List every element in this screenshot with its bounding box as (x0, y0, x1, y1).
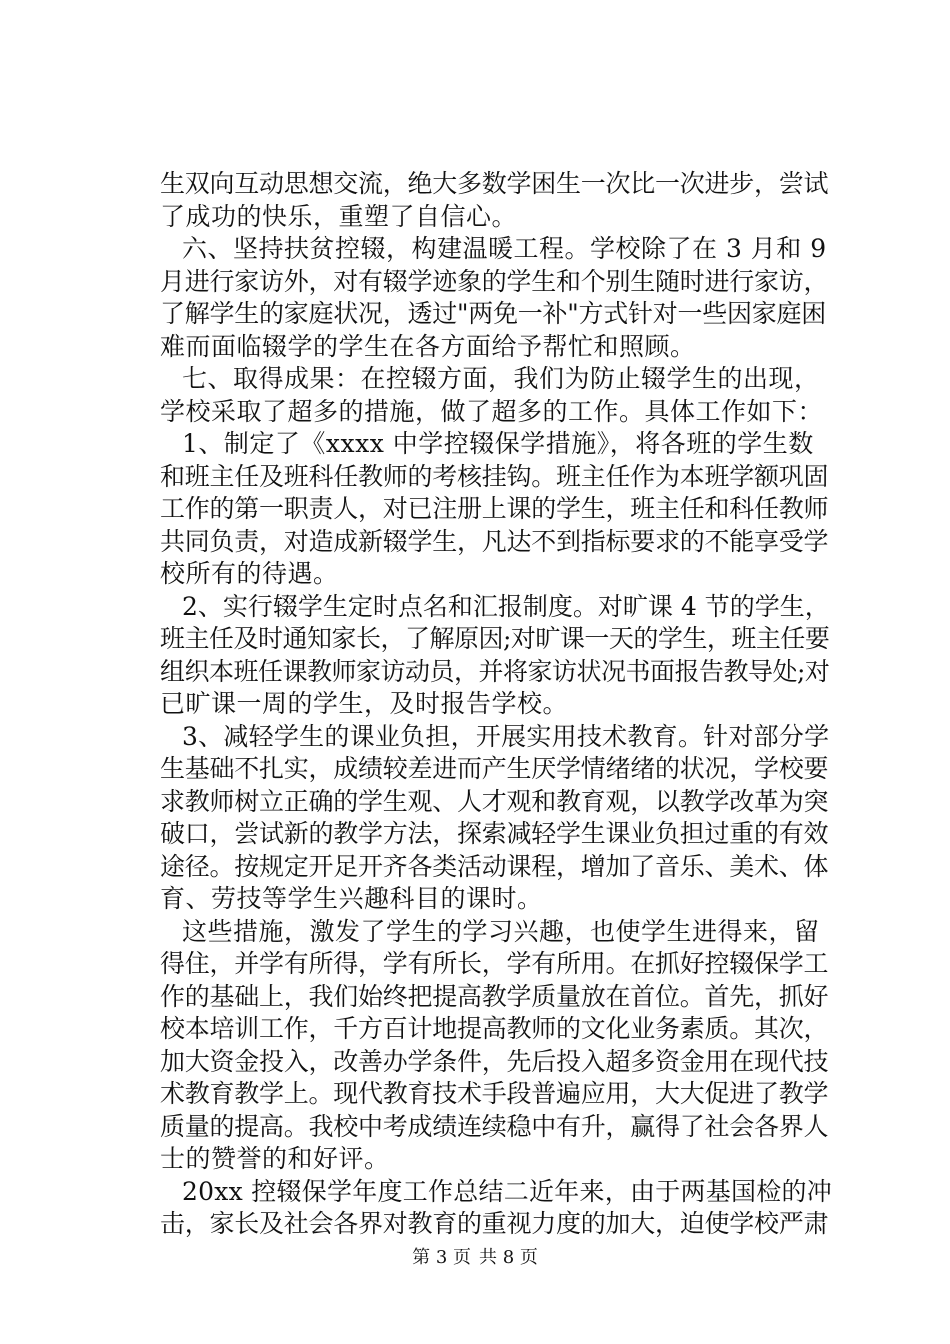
text-line: 求教师树立正确的学生观、人才观和教育观，以教学改革为突 (160, 786, 829, 816)
page-number: 第 3 页 (412, 1247, 471, 1268)
text-line: 生双向互动思想交流，绝大多数学困生一次比一次进步，尝试 (160, 169, 829, 198)
text-line: 班主任及时通知家长，了解原因;对旷课一天的学生，班主任要 (160, 624, 830, 653)
paragraph-heading: 六、坚持扶贫控辍，构建温暖工程。学校除了在 3 月和 9 (182, 234, 827, 263)
text-line: 作的基础上，我们始终把提高教学质量放在首位。首先，抓好 (160, 981, 829, 1011)
text-line: 和班主任及班科任教师的考核挂钩。班主任作为本班学额巩固 (160, 461, 829, 491)
list-item: 3、减轻学生的课业负担，开展实用技术教育。针对部分学 (182, 721, 830, 751)
text-line: 加大资金投入，改善办学条件，先后投入超多资金用在现代技 (160, 1046, 829, 1076)
text-line: 途径。按规定开足开齐各类活动课程，增加了音乐、美术、体 (160, 851, 829, 881)
text-line: 校所有的待遇。 (160, 559, 339, 588)
text-line: 生基础不扎实，成绩较差进而产生厌学情绪绪的状况，学校要 (160, 754, 829, 783)
text-line: 共同负责，对造成新辍学生，凡达不到指标要求的不能享受学 (160, 526, 829, 556)
page-total: 共 8 页 (479, 1247, 538, 1268)
text-line: 育、劳技等学生兴趣科目的课时。 (160, 884, 543, 913)
paragraph-start: 20xx 控辍保学年度工作总结二近年来，由于两基国检的冲 (182, 1176, 832, 1206)
text-line: 校本培训工作，千方百计地提高教师的文化业务素质。其次， (160, 1014, 829, 1043)
text-line: 士的赞誉的和好评。 (160, 1144, 390, 1173)
text-line: 了解学生的家庭状况，透过"两免一补"方式针对一些因家庭困 (160, 299, 827, 328)
text-line: 组织本班任课教师家访动员，并将家访状况书面报告教导处;对 (160, 656, 830, 686)
text-line: 难而面临辍学的学生在各方面给予帮忙和照顾。 (160, 331, 696, 361)
text-line: 已旷课一周的学生，及时报告学校。 (160, 689, 569, 718)
list-item: 2、实行辍学生定时点名和汇报制度。对旷课 4 节的学生， (182, 591, 830, 621)
text-line: 得住，并学有所得，学有所长，学有所用。在抓好控辍保学工 (160, 949, 829, 978)
page-footer (0, 1246, 950, 1270)
text-line: 了成功的快乐，重塑了自信心。 (160, 201, 518, 231)
text-line: 击，家长及社会各界对教育的重视力度的加大，迫使学校严肃 (160, 1209, 829, 1238)
text-line: 工作的第一职责人，对已注册上课的学生，班主任和科任教师 (160, 494, 829, 523)
body-text (160, 168, 832, 1241)
text-line: 破口，尝试新的教学方法，探索减轻学生课业负担过重的有效 (160, 819, 829, 848)
list-item: 1、制定了《xxxx 中学控辍保学措施》，将各班的学生数 (182, 429, 814, 458)
text-line: 学校采取了超多的措施，做了超多的工作。具体工作如下： (160, 396, 824, 426)
text-line: 术教育教学上。现代教育技术手段普遍应用，大大促进了教学 (160, 1079, 829, 1108)
paragraph-heading: 七、取得成果：在控辍方面，我们为防止辍学生的出现， (182, 364, 820, 393)
text-line: 月进行家访外，对有辍学迹象的学生和个别生随时进行家访， (160, 266, 829, 296)
paragraph-start: 这些措施，激发了学生的学习兴趣，也使学生进得来，留 (182, 916, 820, 946)
text-line: 质量的提高。我校中考成绩连续稳中有升，赢得了社会各界人 (160, 1111, 829, 1141)
